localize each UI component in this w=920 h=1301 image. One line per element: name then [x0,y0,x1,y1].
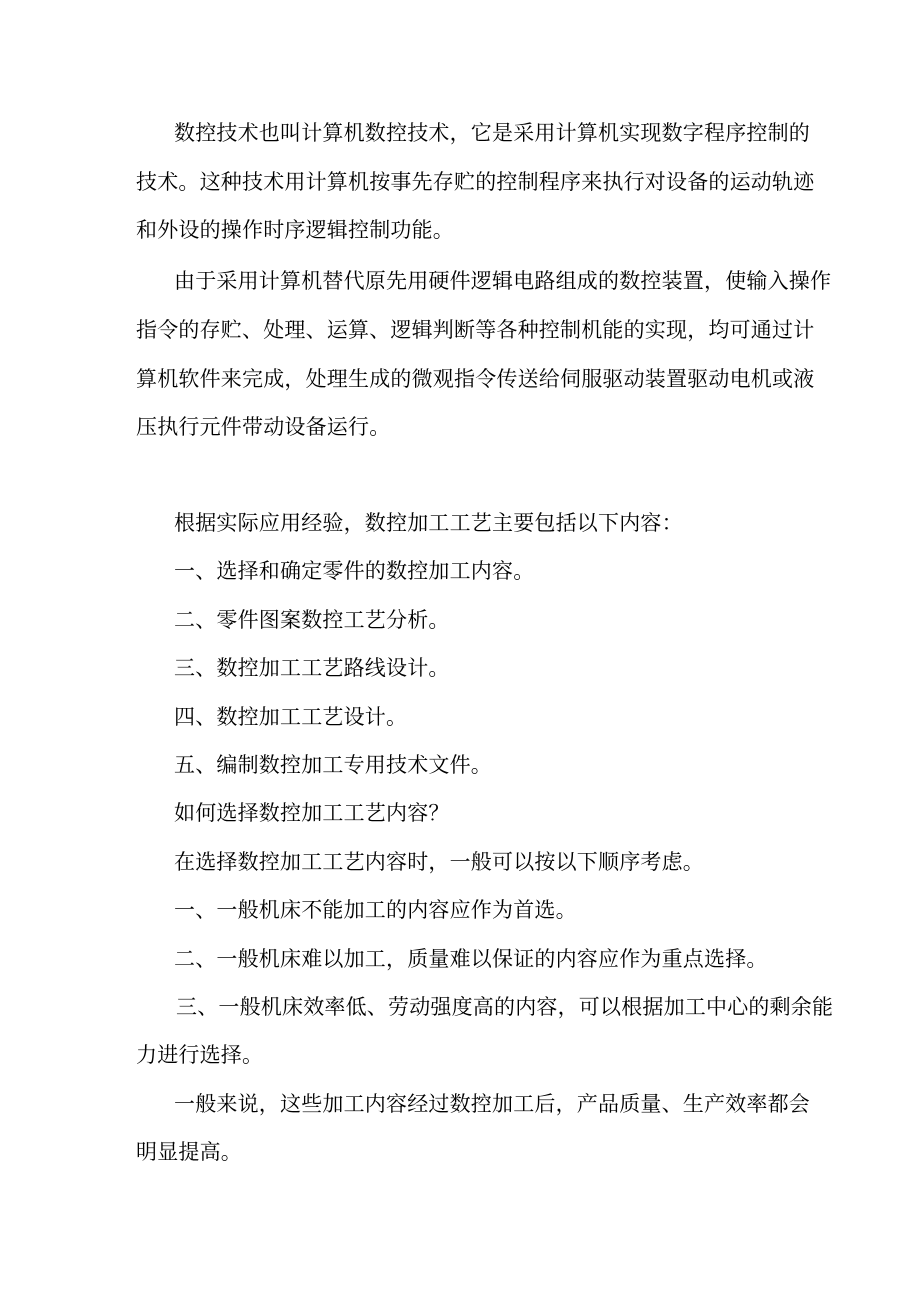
selection-intro: 在选择数控加工工艺内容时，一般可以按以下顺序考虑。 [174,850,704,874]
paragraph-2-line-3: 算机软件来完成，处理生成的微观指令传送给伺服驱动装置驱动电机或液 [136,367,815,391]
selection-item-1: 一、一般机床不能加工的内容应作为首选。 [174,898,577,922]
process-item-5: 五、编制数控加工专用技术文件。 [174,753,492,777]
selection-item-3-line-2: 力进行选择。 [136,1043,264,1067]
selection-question: 如何选择数控加工工艺内容？ [174,801,450,825]
process-item-2: 二、零件图案数控工艺分析。 [174,608,450,632]
paragraph-2-line-4: 压执行元件带动设备运行。 [136,415,391,439]
process-item-1: 一、选择和确定零件的数控加工内容。 [174,559,535,583]
selection-item-2: 二、一般机床难以加工，质量难以保证的内容应作为重点选择。 [174,947,768,971]
paragraph-2-line-1: 由于采用计算机替代原先用硬件逻辑电路组成的数控装置，使输入操作 [174,269,832,293]
process-item-3: 三、数控加工工艺路线设计。 [174,656,450,680]
paragraph-2-line-2: 指令的存贮、处理、运算、逻辑判断等各种控制机能的实现，均可通过计 [136,318,815,342]
process-item-4: 四、数控加工工艺设计。 [174,705,408,729]
conclusion-line-2: 明显提高。 [136,1140,242,1164]
paragraph-1-line-3: 和外设的操作时序逻辑控制功能。 [136,218,454,242]
selection-item-3-line-1: 三、一般机床效率低、劳动强度高的内容，可以根据加工中心的剩余能 [176,995,834,1019]
paragraph-1-line-1: 数控技术也叫计算机数控技术，它是采用计算机实现数字程序控制的 [174,121,810,145]
paragraph-1-line-2: 技术。这种技术用计算机按事先存贮的控制程序来执行对设备的运动轨迹 [136,170,815,194]
process-intro: 根据实际应用经验，数控加工工艺主要包括以下内容： [174,511,683,535]
conclusion-line-1: 一般来说，这些加工内容经过数控加工后，产品质量、生产效率都会 [174,1092,810,1116]
